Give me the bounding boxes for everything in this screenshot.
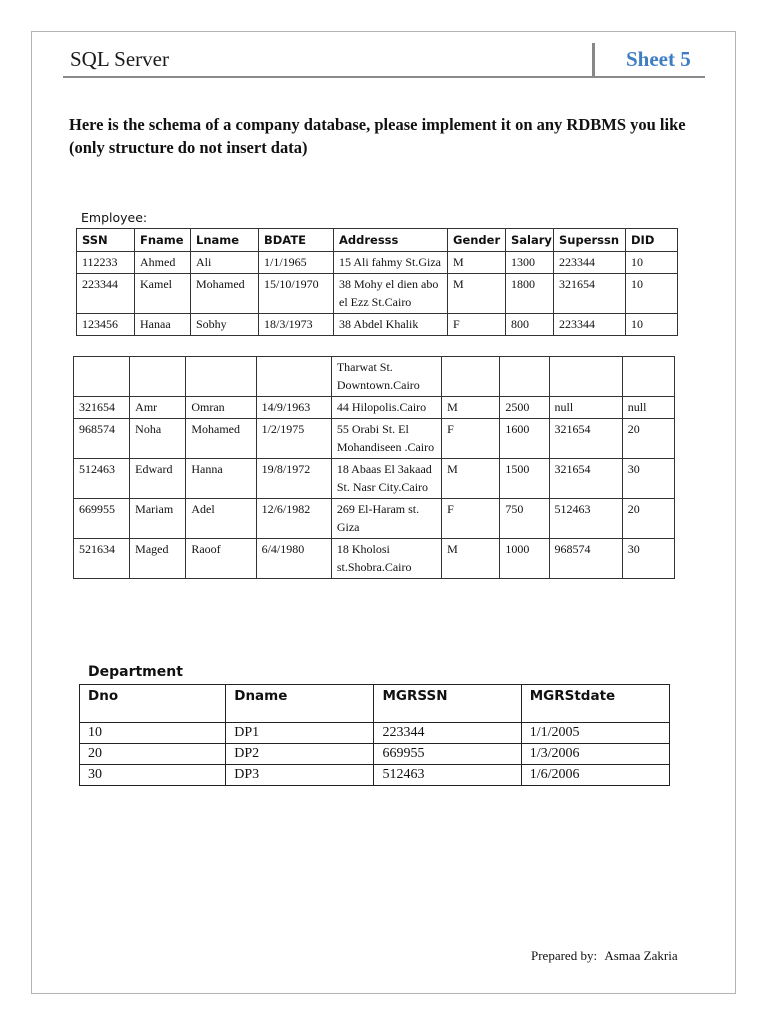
- department-caption: Department: [88, 664, 183, 680]
- employee-cell: 6/4/1980: [256, 539, 331, 579]
- employee-cell: 1000: [500, 539, 549, 579]
- employee-cell: 30: [622, 539, 674, 579]
- department-cell: 1/3/2006: [521, 744, 669, 765]
- employee-cell: 15/10/1970: [259, 274, 334, 314]
- employee-cell: 512463: [74, 459, 130, 499]
- employee-cell: 20: [622, 419, 674, 459]
- department-header-cell: Dname: [226, 685, 374, 723]
- employee-cell: 750: [500, 499, 549, 539]
- department-cell: 10: [80, 723, 226, 744]
- employee-cell: 1/1/1965: [259, 252, 334, 274]
- employee-row: [74, 419, 675, 459]
- employee-header-cell: SSN: [77, 229, 135, 252]
- employee-cell: Ali: [191, 252, 259, 274]
- department-cell: 512463: [374, 765, 521, 786]
- employee-cell: 10: [626, 274, 678, 314]
- employee-cell: [500, 357, 549, 397]
- footer-label: Prepared by:: [531, 948, 598, 963]
- employee-cell: 269 El-Haram st. Giza: [331, 499, 441, 539]
- header-rule: [63, 76, 705, 78]
- employee-cell: Omran: [186, 397, 256, 419]
- department-row: [80, 744, 670, 765]
- employee-cell: 223344: [554, 314, 626, 336]
- employee-cell: 1/2/1975: [256, 419, 331, 459]
- employee-cell: Sobhy: [191, 314, 259, 336]
- employee-cell: 38 Mohy el dien abo el Ezz St.Cairo: [334, 274, 448, 314]
- department-row: [80, 765, 670, 786]
- intro-text: Here is the schema of a company database, please implement it on any RDBMS you like (only structure do not insert data): [69, 115, 686, 157]
- employee-row: [74, 539, 675, 579]
- footer: [531, 948, 678, 964]
- employee-cell: 10: [626, 252, 678, 274]
- employee-cell: 44 Hilopolis.Cairo: [331, 397, 441, 419]
- employee-cell: 1800: [506, 274, 554, 314]
- employee-cell: Raoof: [186, 539, 256, 579]
- employee-cell: Amr: [130, 397, 186, 419]
- employee-cell: 2500: [500, 397, 549, 419]
- employee-cell: 19/8/1972: [256, 459, 331, 499]
- employee-cell: F: [442, 419, 500, 459]
- employee-cell: 223344: [77, 274, 135, 314]
- employee-cell: M: [442, 539, 500, 579]
- employee-cell: 1500: [500, 459, 549, 499]
- employee-cell: 968574: [74, 419, 130, 459]
- employee-cell: Ahmed: [135, 252, 191, 274]
- employee-row: [74, 357, 675, 397]
- department-cell: DP1: [226, 723, 374, 744]
- department-cell: 1/6/2006: [521, 765, 669, 786]
- department-cell: 1/1/2005: [521, 723, 669, 744]
- department-cell: DP2: [226, 744, 374, 765]
- employee-row: [74, 397, 675, 419]
- employee-header-cell: Addresss: [334, 229, 448, 252]
- employee-cell: 15 Ali fahmy St.Giza: [334, 252, 448, 274]
- employee-cell: 1300: [506, 252, 554, 274]
- employee-cell: Adel: [186, 499, 256, 539]
- employee-cell: 38 Abdel Khalik: [334, 314, 448, 336]
- employee-cell: 12/6/1982: [256, 499, 331, 539]
- department-cell: 20: [80, 744, 226, 765]
- employee-cell: 223344: [554, 252, 626, 274]
- employee-cell: null: [622, 397, 674, 419]
- employee-cell: M: [448, 274, 506, 314]
- employee-cell: 321654: [549, 419, 622, 459]
- employee-cell: Mohamed: [186, 419, 256, 459]
- employee-cell: [130, 357, 186, 397]
- employee-cell: 30: [622, 459, 674, 499]
- employee-cell: [74, 357, 130, 397]
- employee-cell: 321654: [549, 459, 622, 499]
- employee-cell: [442, 357, 500, 397]
- employee-cell: Hanaa: [135, 314, 191, 336]
- employee-cell: F: [442, 499, 500, 539]
- department-header-cell: MGRSSN: [374, 685, 521, 723]
- employee-cell: 14/9/1963: [256, 397, 331, 419]
- employee-cell: Hanna: [186, 459, 256, 499]
- employee-cell: Noha: [130, 419, 186, 459]
- employee-cell: 521634: [74, 539, 130, 579]
- employee-cell: Tharwat St. Downtown.Cairo: [331, 357, 441, 397]
- department-header-cell: Dno: [80, 685, 226, 723]
- footer-author: Asmaa Zakria: [604, 948, 678, 963]
- employee-cell: 18 Kholosi st.Shobra.Cairo: [331, 539, 441, 579]
- employee-row: [77, 252, 678, 274]
- employee-row: [74, 499, 675, 539]
- document-title: SQL Server: [70, 47, 169, 71]
- employee-row: [74, 459, 675, 499]
- employee-cell: 1600: [500, 419, 549, 459]
- employee-cell: 55 Orabi St. El Mohandiseen .Cairo: [331, 419, 441, 459]
- employee-cell: 321654: [554, 274, 626, 314]
- department-table: [79, 684, 670, 786]
- employee-cell: [256, 357, 331, 397]
- employee-cell: M: [442, 397, 500, 419]
- employee-cell: [622, 357, 674, 397]
- department-cell: 669955: [374, 744, 521, 765]
- employee-cell: null: [549, 397, 622, 419]
- employee-cell: M: [448, 252, 506, 274]
- department-cell: DP3: [226, 765, 374, 786]
- employee-cell: Edward: [130, 459, 186, 499]
- employee-cell: 18/3/1973: [259, 314, 334, 336]
- employee-cell: 669955: [74, 499, 130, 539]
- employee-header-cell: Gender: [448, 229, 506, 252]
- employee-header-cell: Lname: [191, 229, 259, 252]
- employee-cell: 123456: [77, 314, 135, 336]
- employee-row: [77, 274, 678, 314]
- employee-cell: 112233: [77, 252, 135, 274]
- employee-cell: 968574: [549, 539, 622, 579]
- employee-caption: Employee:: [81, 210, 148, 225]
- department-header-cell: MGRStdate: [521, 685, 669, 723]
- employee-cell: 512463: [549, 499, 622, 539]
- department-cell: 30: [80, 765, 226, 786]
- employee-header-cell: Fname: [135, 229, 191, 252]
- employee-cell: 321654: [74, 397, 130, 419]
- employee-cell: 800: [506, 314, 554, 336]
- employee-table-top: [76, 228, 678, 336]
- department-row: [80, 723, 670, 744]
- employee-row: [77, 314, 678, 336]
- employee-cell: 10: [626, 314, 678, 336]
- employee-cell: Maged: [130, 539, 186, 579]
- employee-cell: [186, 357, 256, 397]
- employee-header-cell: BDATE: [259, 229, 334, 252]
- employee-cell: 18 Abaas El 3akaad St. Nasr City.Cairo: [331, 459, 441, 499]
- employee-header-cell: Salary: [506, 229, 554, 252]
- employee-header-cell: Superssn: [554, 229, 626, 252]
- employee-cell: Kamel: [135, 274, 191, 314]
- employee-cell: M: [442, 459, 500, 499]
- employee-cell: 20: [622, 499, 674, 539]
- employee-table-bottom: [73, 356, 675, 579]
- employee-cell: F: [448, 314, 506, 336]
- employee-cell: Mohamed: [191, 274, 259, 314]
- employee-cell: Mariam: [130, 499, 186, 539]
- sheet-label: Sheet 5: [626, 47, 691, 71]
- employee-header-cell: DID: [626, 229, 678, 252]
- header-divider: [592, 43, 595, 78]
- employee-cell: [549, 357, 622, 397]
- department-cell: 223344: [374, 723, 521, 744]
